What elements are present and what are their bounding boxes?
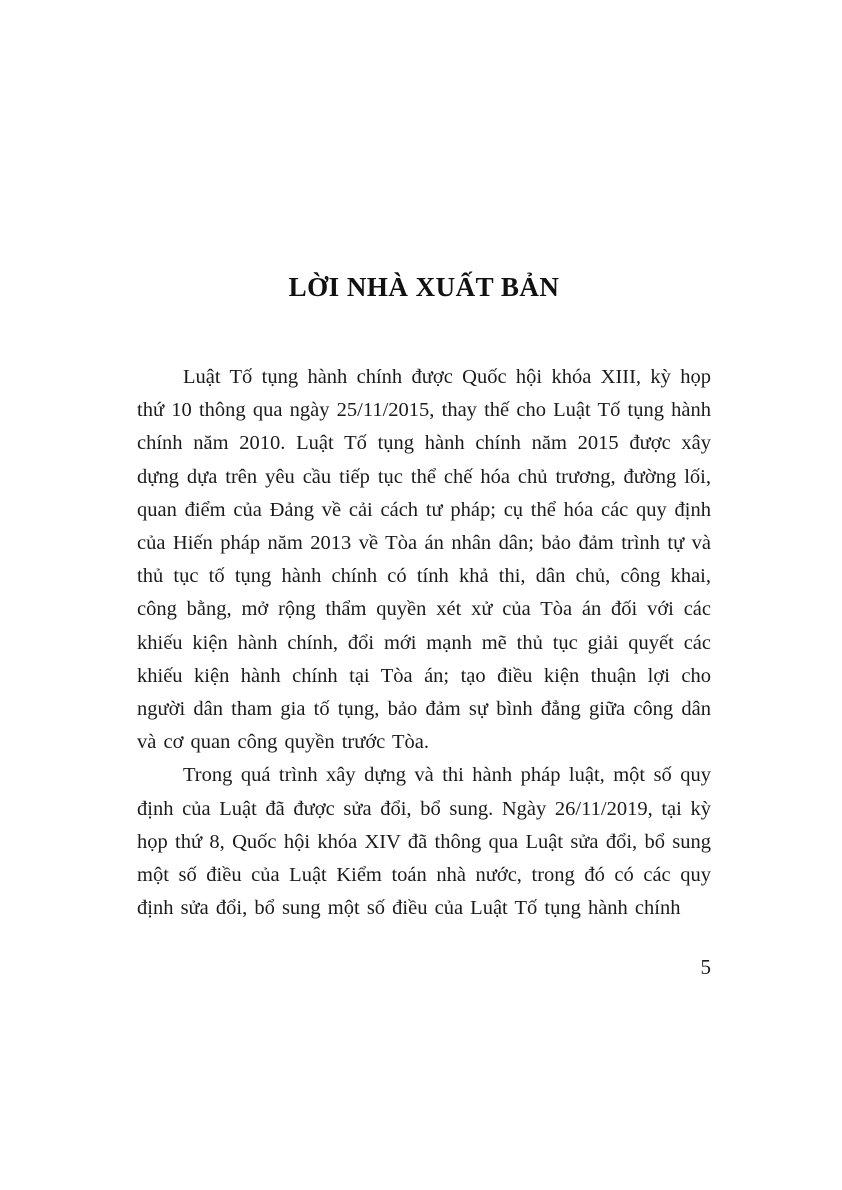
content-column (137, 0, 711, 980)
page-number: 5 (700, 955, 711, 980)
paragraph: Trong quá trình xây dựng và thi hành pháp luật, một số quy định của Luật đã được sửa đổi, bổ sung. Ngày 26/11/2019, tại kỳ họp thứ 8, Quốc hội khóa XIV đã thông qua Luật sửa đổi, bổ sung một số điều của Luật Kiểm toán nhà nước, trong đó có các quy định sửa đổi, bổ sung một số điều của Luật Tố tụng hành chính (137, 764, 711, 920)
page-title: LỜI NHÀ XUẤT BẢN (288, 272, 560, 302)
paragraph: Luật Tố tụng hành chính được Quốc hội khóa XIII, kỳ họp thứ 10 thông qua ngày 25/11/2015, thay thế cho Luật Tố tụng hành chính năm 2010. Luật Tố tụng hành chính năm 2015 được xây dựng dựa trên yêu cầu tiếp tục thể chế hóa chủ trương, đường lối, quan điểm của Đảng về cải cách tư pháp; cụ thể hóa các quy định của Hiến pháp năm 2013 về Tòa án nhân dân; bảo đảm trình tự và thủ tục tố tụng hành chính có tính khả thi, dân chủ, công khai, công bằng, mở rộng thẩm quyền xét xử của Tòa án đối với các khiếu kiện hành chính, đổi mới mạnh mẽ thủ tục giải quyết các khiếu kiện hành chính tại Tòa án; tạo điều kiện thuận lợi cho người dân tham gia tố tụng, bảo đảm sự bình đẳng giữa công dân và cơ quan công quyền trước Tòa. (137, 366, 711, 754)
body-text (137, 361, 711, 925)
